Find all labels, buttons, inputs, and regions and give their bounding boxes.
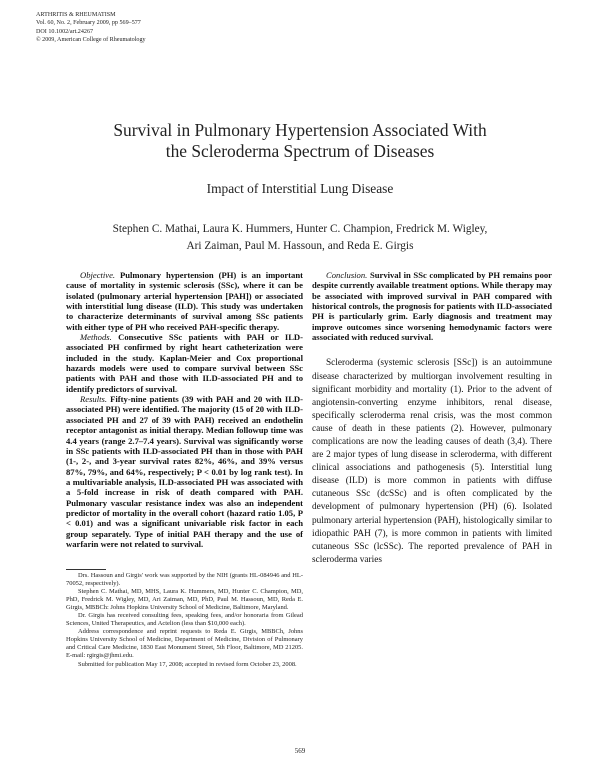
- abstract-left-column: [66, 270, 303, 549]
- footnote-support: Drs. Hassoun and Girgis' work was supported by the NIH (grants HL-084946 and HL-70052, respectively).: [66, 572, 303, 588]
- footnotes: [66, 572, 303, 669]
- methods-text: Consecutive SSc patients with PAH or ILD-associated PH confirmed by right heart catheterization were included in the study. Kaplan-Meier and Cox proportional hazards models were used to compare survival between SSc patients with PAH and those with ILD-associated PH and to identify predictors of survival.: [66, 332, 303, 394]
- footnote-disclosure: Dr. Girgis has received consulting fees, speaking fees, and/or honoraria from Gilead Sciences, United Therapeutics, and Actelion (less than $10,000 each).: [66, 612, 303, 628]
- objective-label: Objective.: [80, 270, 116, 280]
- authors-line-1: Stephen C. Mathai, Laura K. Hummers, Hunter C. Champion, Fredrick M. Wigley,: [112, 223, 488, 235]
- footnote-rule: [66, 569, 106, 570]
- footnote-affiliations: Stephen C. Mathai, MD, MHS, Laura K. Hummers, MD, Hunter C. Champion, MD, PhD, Fredrick M. Wigley, MD, Ari Zaiman, MD, PhD, Paul M. Hassoun, MD, Reda E. Girgis, MBBCh: Johns Hopkins University School of Medicine, Baltimore, Maryland.: [66, 588, 303, 612]
- abstract-methods: [66, 332, 303, 394]
- page-number: 569: [294, 747, 306, 755]
- authors-line-2: Ari Zaiman, Paul M. Hassoun, and Reda E. Girgis: [186, 239, 414, 252]
- journal-name: ARTHRITIS & RHEUMATISM: [36, 12, 116, 18]
- right-column: [312, 270, 552, 567]
- conclusion-label: Conclusion.: [326, 270, 368, 280]
- doi: DOI 10.1002/art.24267: [36, 28, 94, 35]
- section-spacer: [312, 342, 552, 357]
- abstract-results: [66, 394, 303, 549]
- results-text: Fifty-nine patients (39 with PAH and 20 with ILD-associated PH) were identified. The majority (15 of 20 with ILD-associated PH and 27 of 39 with PAH) received an endothelin receptor antagonist as initial therapy. Median followup time was 4.4 years (range 2.7–7.4 years). Survival was significantly worse in SSc patients with ILD-associated PH than in those with PAH (1-, 2-, and 3-year survival rates 82%, 46%, and 39% versus 87%, 79%, and 64%, respectively; P < 0.01 by log rank test). In a multivariable analysis, ILD-associated PH was associated with a 5-fold increase in risk of death compared with PAH. Pulmonary vascular resistance index was also an independent predictor of mortality in the overall cohort (hazard ratio 1.05, P < 0.01) and was a significant univariable risk factor in each group separately. Type of initial PAH therapy and the use of warfarin were not related to survival.: [66, 394, 303, 549]
- journal-header: [36, 11, 146, 45]
- abstract-right-column: [312, 270, 552, 342]
- footnote-correspondence: Address correspondence and reprint requests to Reda E. Girgis, MBBCh, Johns Hopkins University School of Medicine, Department of Medicine, Division of Pulmonary and Critical Care Medicine, 1830 East Monument Street, 5th Floor, Baltimore, MD 21205. E-mail: rgirgis@jhmi.edu.: [66, 628, 303, 660]
- volume-info: Vol. 60, No. 2, February 2009, pp 569–577: [36, 20, 141, 27]
- title-line-1: Survival in Pulmonary Hypertension Associated With: [113, 120, 487, 140]
- article-title: [0, 120, 600, 162]
- footnote-submitted: Submitted for publication May 17, 2008; accepted in revised form October 23, 2008.: [78, 660, 297, 668]
- objective-text: Pulmonary hypertension (PH) is an important cause of mortality in systemic sclerosis (SSc), where it can be isolated (pulmonary arterial hypertension [PAH]) or associated with interstitial lung disease (ILD). This study was undertaken to characterize determinants of survival among SSc patients with either type of PH who received PAH-specific therapy.: [66, 270, 303, 332]
- conclusion-text: Survival in SSc complicated by PH remains poor despite currently available treatment options. While therapy may be associated with improved survival in PAH compared with historical controls, the prognosis for patients with ILD-associated PH is particularly grim. Early diagnosis and treatment may improve outcomes since worsening hemodynamic factors were associated with reduced survival.: [312, 270, 552, 343]
- methods-label: Methods.: [80, 332, 112, 343]
- abstract-conclusion: [312, 270, 552, 342]
- title-line-2: the Scleroderma Spectrum of Diseases: [165, 141, 435, 161]
- abstract-objective: [66, 270, 303, 332]
- results-label: Results.: [80, 394, 107, 405]
- article-subtitle: Impact of Interstitial Lung Disease: [206, 181, 394, 196]
- copyright: © 2009, American College of Rheumatology: [36, 37, 146, 44]
- body-text: [312, 357, 552, 567]
- body-paragraph: Scleroderma (systemic sclerosis [SSc]) is an autoimmune disease characterized by multiorgan involvement resulting in significant morbidity and mortality (1). Prior to the advent of angiotensin-converting enzyme inhibitors, renal disease, specifically scleroderma renal crisis, was the most common cause of death in these patients (2). However, pulmonary complications are now the leading causes of death (3,4). There are 2 major types of lung disease in scleroderma, with different clinical associations and pathogenesis (5). Interstitial lung disease (ILD) is more common in patients with diffuse cutaneous SSc (dcSSc) and is often complicated by the development of pulmonary hypertension (PH) (6). Isolated pulmonary arterial hypertension (PAH), histologically similar to idiopathic PAH (7), is more common in patients with limited cutaneous SSc (lcSSc). The reported prevalence of PAH in scleroderma varies: [312, 358, 552, 565]
- author-list: [0, 221, 600, 254]
